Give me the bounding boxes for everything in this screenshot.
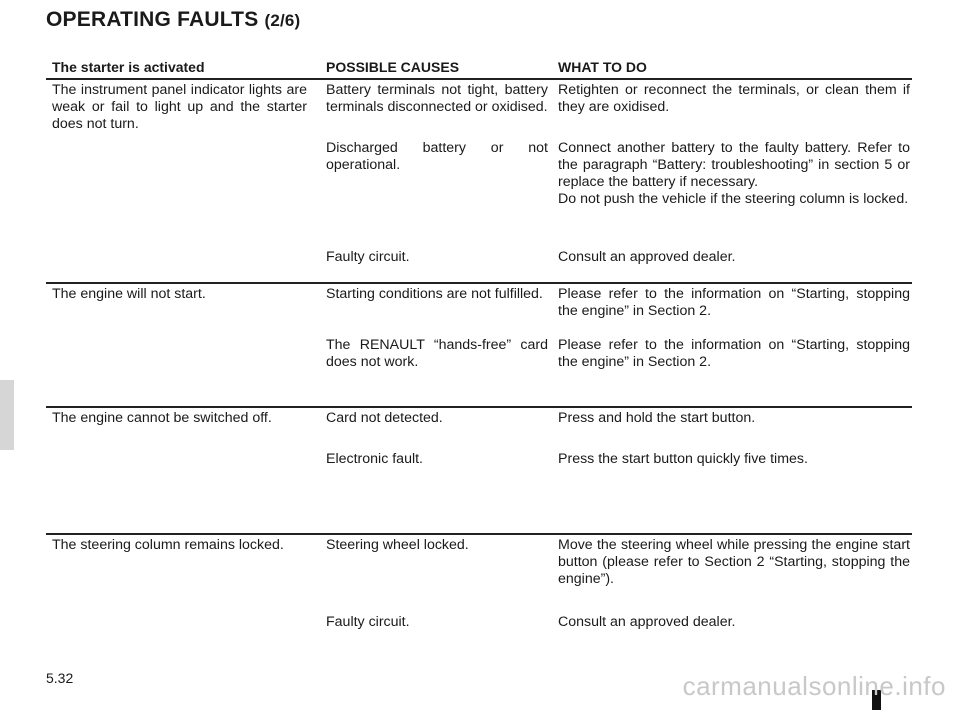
action-text: Consult an approved dealer. [558, 614, 736, 630]
section-tab [0, 380, 14, 450]
action-text: Move the steering wheel while pressing the engine start button (please refer to Section 2 “Starting, stopping the engine”). [558, 537, 910, 587]
row-divider [46, 533, 912, 535]
header-symptom: The starter is activated [52, 59, 205, 75]
cause-text: Battery terminals not tight, battery terminals disconnected or oxidised. [326, 82, 548, 115]
watermark: carmanualsonline.info [682, 671, 946, 701]
action-text: Connect another battery to the faulty battery. Refer to the paragraph “Battery: troubleshooting” in section 5 or replace the battery if necessary. Do not push the vehicle if the steering column is locked. [558, 140, 910, 207]
symptom-text: The instrument panel indicator lights are weak or fail to light up and the starter does not turn. [52, 82, 307, 132]
row-divider [46, 282, 912, 284]
cause-text: Electronic fault. [326, 451, 423, 467]
symptom-text: The steering column remains locked. [52, 537, 284, 553]
cause-text: Card not detected. [326, 410, 443, 426]
action-text: Consult an approved dealer. [558, 249, 736, 265]
symptom-text: The engine cannot be switched off. [52, 410, 272, 426]
cause-text: Faulty circuit. [326, 249, 410, 265]
action-text: Press and hold the start button. [558, 410, 756, 426]
cause-text: The RENAULT “hands-free” card does not work. [326, 337, 548, 370]
cause-text: Starting conditions are not fulfilled. [326, 286, 543, 302]
page-number: 5.32 [46, 670, 74, 686]
header-actions: WHAT TO DO [558, 59, 647, 75]
action-text: Retighten or reconnect the terminals, or clean them if they are oxidised. [558, 82, 910, 115]
cause-text: Steering wheel locked. [326, 537, 469, 553]
action-text: Please refer to the information on “Starting, stopping the engine” in Section 2. [558, 337, 910, 370]
page-title [46, 8, 300, 32]
title-text: OPERATING FAULTS [46, 8, 265, 31]
cause-text: Faulty circuit. [326, 614, 410, 630]
title-part: (2/6) [264, 11, 301, 30]
symptom-text: The engine will not start. [52, 286, 206, 302]
row-divider [46, 78, 912, 80]
header-causes: POSSIBLE CAUSES [326, 59, 460, 75]
cause-text: Discharged battery or not operational. [326, 140, 548, 173]
row-divider [46, 406, 912, 408]
action-text: Please refer to the information on “Starting, stopping the engine” in Section 2. [558, 286, 910, 319]
action-text: Press the start button quickly five times. [558, 451, 808, 467]
